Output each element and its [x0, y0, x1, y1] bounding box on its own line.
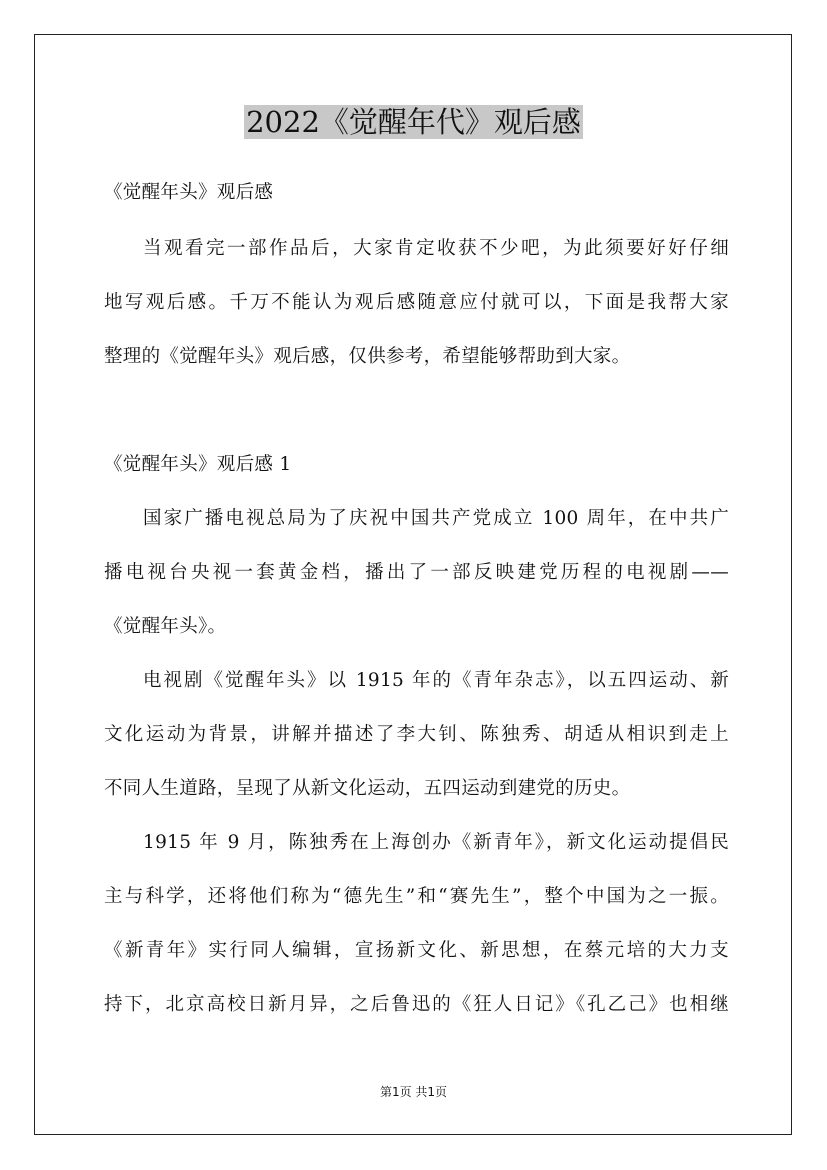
- paragraph-line: 《觉醒年头》。: [104, 616, 227, 637]
- paragraph-line: 文化运动为背景，讲解并描述了李大钊、陈独秀、胡适从相识到走上: [104, 724, 729, 745]
- document-title: [0, 100, 827, 144]
- paragraph-line: 主与科学，还将他们称为“德先生”和“赛先生”，整个中国为之一振。: [104, 886, 729, 907]
- section-heading: 《觉醒年头》观后感 1: [104, 454, 292, 475]
- document-subtitle: 《觉醒年头》观后感: [104, 182, 274, 203]
- intro-line: 地写观后感。千万不能认为观后感随意应付就可以，下面是我帮大家: [104, 292, 729, 313]
- paragraph-line: 国家广播电视总局为了庆祝中国共产党成立 100 周年，在中共广: [143, 508, 729, 529]
- paragraph-line: 持下，北京高校日新月异，之后鲁迅的《狂人日记》《孔乙己》也相继: [104, 994, 729, 1015]
- paragraph-line: 电视剧《觉醒年头》以 1915 年的《青年杂志》，以五四运动、新: [143, 670, 729, 691]
- paragraph-line: 1915 年 9 月，陈独秀在上海创办《新青年》，新文化运动提倡民: [143, 832, 729, 853]
- paragraph-line: 不同人生道路，呈现了从新文化运动，五四运动到建党的历史。: [104, 778, 631, 799]
- intro-line: 整理的《觉醒年头》观后感，仅供参考，希望能够帮助到大家。: [104, 346, 631, 367]
- document-title-text: 2022《觉醒年代》观后感: [246, 105, 581, 139]
- paragraph-line: 播电视台央视一套黄金档，播出了一部反映建党历程的电视剧——: [104, 562, 729, 583]
- paragraph-line: 《新青年》实行同人编辑，宣扬新文化、新思想，在蔡元培的大力支: [104, 940, 729, 961]
- intro-line: 当观看完一部作品后，大家肯定收获不少吧，为此须要好好仔细: [143, 238, 729, 259]
- page-footer: 第1页 共1页: [379, 1085, 448, 1099]
